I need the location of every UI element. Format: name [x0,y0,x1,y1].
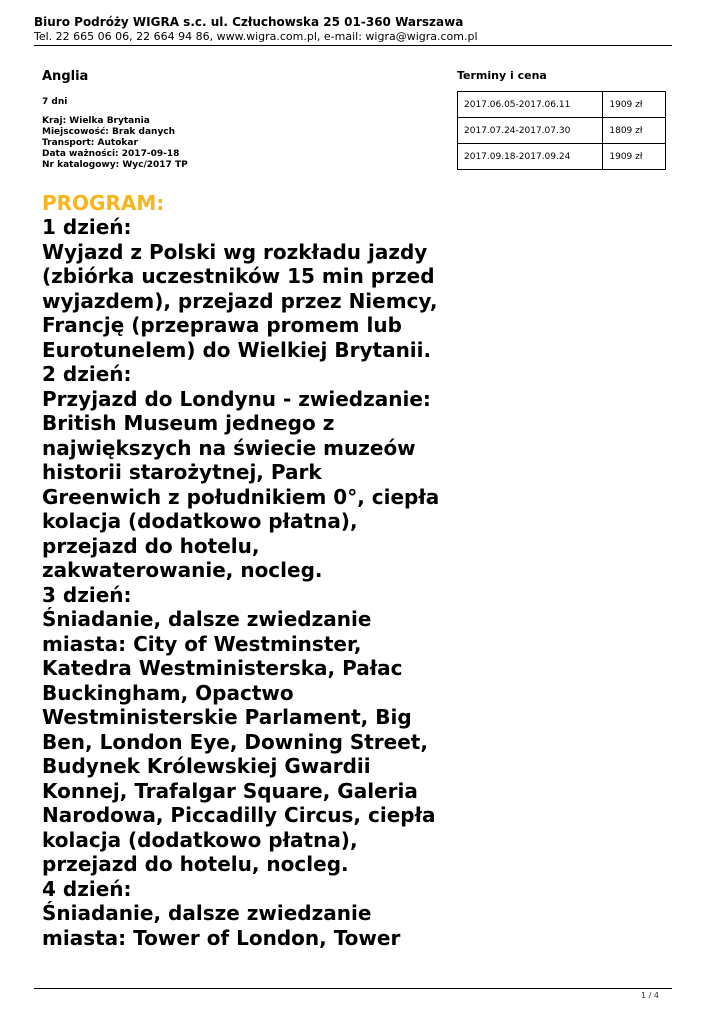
day-description: Wyjazd z Polski wg rozkładu jazdy (zbiórka uczestników 15 min przed wyjazdem), przejazd przez Niemcy, Francję (przeprawa promem lub Eurotunelem) do Wielkiej Brytanii. [42,239,438,362]
table-row [458,144,666,170]
term-date: 2017.09.18-2017.09.24 [458,144,603,170]
term-date: 2017.06.05-2017.06.11 [458,92,603,118]
trip-title: Anglia [42,69,89,84]
page-header [34,15,672,44]
day-label: 1 dzień: [42,215,132,239]
company-name: Biuro Podróży WIGRA s.c. ul. Człuchowska 25 01-360 Warszawa [34,15,464,29]
page-number: 1 / 4 [641,991,659,1000]
day-label: 4 dzień: [42,876,132,901]
day-label: 2 dzień: [42,362,132,386]
program-heading: PROGRAM: [42,191,165,215]
term-price: 1909 zł [603,92,666,118]
header-divider [34,45,672,46]
table-row [458,92,666,118]
trip-transport: Transport: Autokar [42,138,138,148]
trip-place: Miejscowość: Brak danych [42,127,176,137]
trip-duration: 7 dni [42,97,68,107]
company-contact: Tel. 22 665 06 06, 22 664 94 86, www.wigra.com.pl, e-mail: wigra@wigra.com.pl [34,30,478,43]
trip-valid-date: Data ważności: 2017-09-18 [42,149,180,159]
terms-title: Terminy i cena [457,69,547,82]
day-description: Przyjazd do Londynu - zwiedzanie: British Museum jednego z największych na świecie muzeów historii starożytnej, Park Greenwich z południkiem 0°, ciepła kolacja (dodatkowo płatna), przejazd do hotelu, zakwaterowanie, nocleg. [42,386,440,582]
trip-country: Kraj: Wielka Brytania [42,116,150,126]
day-description: Śniadanie, dalsze zwiedzanie miasta: City of Westminster, Katedra Westministerska, Pałac Buckingham, Opactwo Westministerskie Parlament, Big Ben, London Eye, Downing Street, Budynek Królewskiej Gwardii Konnej, Trafalgar Square, Galeria Narodowa, Piccadilly Circus, ciepła kolacja (dodatkowo płatna), przejazd do hotelu, nocleg. [42,607,436,876]
day-description: Śniadanie, dalsze zwiedzanie miasta: Tower of London, Tower [42,901,401,950]
trip-meta [42,116,447,171]
term-price: 1809 zł [603,118,666,144]
program-body [42,215,447,950]
table-row [458,118,666,144]
terms-table [457,91,666,170]
term-price: 1909 zł [603,144,666,170]
trip-catalog-number: Nr katalogowy: Wyc/2017 TP [42,160,188,170]
footer-divider [34,988,672,989]
day-label: 3 dzień: [42,582,132,607]
term-date: 2017.07.24-2017.07.30 [458,118,603,144]
terms-panel [457,69,666,170]
trip-details [42,69,447,950]
